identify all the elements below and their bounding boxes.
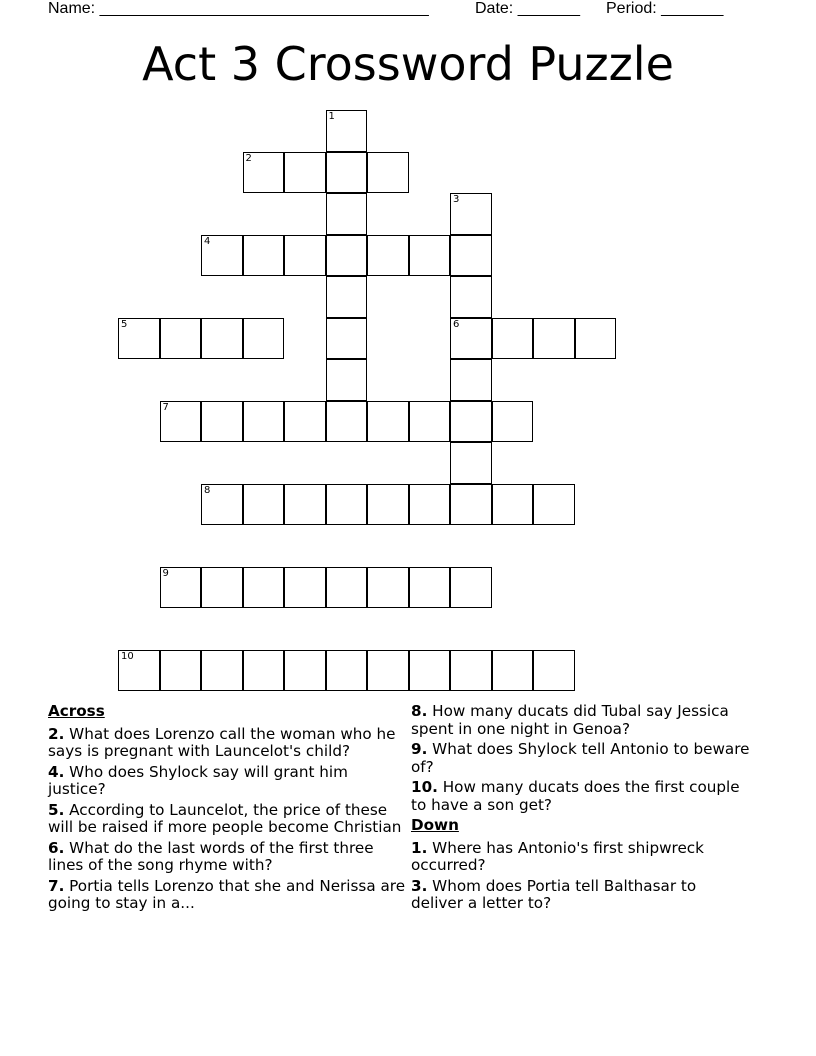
- grid-cell[interactable]: [243, 650, 285, 692]
- clue-across-6: [48, 840, 408, 875]
- grid-cell[interactable]: [450, 650, 492, 692]
- grid-cell[interactable]: [533, 484, 575, 526]
- grid-cell[interactable]: [450, 318, 492, 360]
- clue-number: 6.: [48, 838, 65, 857]
- clue-across-2: [48, 726, 408, 761]
- grid-cell[interactable]: [367, 401, 409, 443]
- grid-cell[interactable]: [326, 235, 368, 277]
- clue-text: Portia tells Lorenzo that she and Nerissa are going to stay in a...: [48, 876, 406, 912]
- down-heading: Down: [411, 816, 459, 834]
- grid-cell[interactable]: [326, 401, 368, 443]
- cell-number: 8: [204, 484, 211, 496]
- grid-cell[interactable]: [492, 650, 534, 692]
- cell-number: 10: [121, 650, 134, 662]
- grid-cell[interactable]: [160, 318, 202, 360]
- grid-cell[interactable]: [243, 152, 285, 194]
- clue-across-10: [411, 779, 751, 814]
- grid-cell[interactable]: [243, 484, 285, 526]
- clues-column-left: [48, 703, 408, 916]
- grid-cell[interactable]: [450, 401, 492, 443]
- grid-cell[interactable]: [118, 650, 160, 692]
- clue-number: 7.: [48, 876, 65, 895]
- grid-cell[interactable]: [450, 442, 492, 484]
- clue-number: 5.: [48, 800, 65, 819]
- clue-number: 4.: [48, 762, 65, 781]
- grid-cell[interactable]: [450, 567, 492, 609]
- clue-number: 10.: [411, 778, 438, 796]
- clues-column-right: [411, 703, 751, 916]
- clue-text: Where has Antonio's first shipwreck occurred?: [411, 838, 704, 874]
- grid-cell[interactable]: [243, 401, 285, 443]
- clue-number: 1.: [411, 838, 428, 857]
- cell-number: 3: [453, 194, 460, 205]
- grid-cell[interactable]: [201, 235, 243, 277]
- grid-cell[interactable]: [201, 484, 243, 526]
- cell-number: 1: [328, 111, 335, 122]
- grid-cell[interactable]: [326, 152, 368, 194]
- grid-cell[interactable]: [326, 650, 368, 692]
- grid-cell[interactable]: [284, 152, 326, 194]
- grid-cell[interactable]: [326, 567, 368, 609]
- clue-text: How many ducats does the first couple to have a son get?: [411, 778, 740, 814]
- cell-number: 7: [162, 401, 169, 413]
- grid-cell[interactable]: [533, 318, 575, 360]
- clue-across-9: [411, 741, 751, 776]
- grid-cell[interactable]: [367, 650, 409, 692]
- grid-cell[interactable]: [284, 235, 326, 277]
- clue-text: What does Lorenzo call the woman who he says is pregnant with Launcelot's child?: [48, 724, 396, 760]
- cell-number: 9: [162, 567, 169, 579]
- grid-cell[interactable]: [326, 359, 368, 401]
- grid-cell[interactable]: [243, 318, 285, 360]
- grid-cell[interactable]: [409, 401, 451, 443]
- grid-cell[interactable]: [409, 484, 451, 526]
- clue-number: 8.: [411, 702, 428, 720]
- page-title: Act 3 Crossword Puzzle: [142, 37, 674, 91]
- grid-cell[interactable]: [284, 401, 326, 443]
- grid-cell[interactable]: [326, 276, 368, 318]
- grid-cell[interactable]: [450, 484, 492, 526]
- grid-cell[interactable]: [367, 567, 409, 609]
- cell-number: 4: [204, 235, 211, 247]
- grid-cell[interactable]: [492, 401, 534, 443]
- across-heading: Across: [48, 702, 105, 720]
- date-line[interactable]: Date: _______: [475, 0, 580, 17]
- grid-cell[interactable]: [118, 318, 160, 360]
- period-line[interactable]: Period: _______: [606, 0, 724, 17]
- clue-text: What do the last words of the first three lines of the song rhyme with?: [48, 838, 374, 874]
- clue-text: What does Shylock tell Antonio to beware of?: [411, 740, 750, 776]
- grid-cell[interactable]: [243, 235, 285, 277]
- grid-cell[interactable]: [160, 650, 202, 692]
- cell-number: 5: [121, 318, 128, 330]
- clue-down-1: [411, 840, 751, 875]
- grid-cell[interactable]: [201, 401, 243, 443]
- grid-cell[interactable]: [533, 650, 575, 692]
- grid-cell[interactable]: [284, 484, 326, 526]
- grid-cell[interactable]: [367, 484, 409, 526]
- clue-number: 2.: [48, 724, 65, 743]
- cell-number: 6: [453, 318, 460, 330]
- grid-cell[interactable]: [492, 318, 534, 360]
- grid-cell[interactable]: [284, 650, 326, 692]
- name-line[interactable]: Name: _____________________________________: [48, 0, 429, 17]
- clue-text: Who does Shylock say will grant him justice?: [48, 762, 348, 798]
- clue-number: 3.: [411, 876, 428, 895]
- clue-text: According to Launcelot, the price of these will be raised if more people become Christian: [48, 800, 402, 836]
- grid-cell[interactable]: [450, 235, 492, 277]
- grid-cell[interactable]: [409, 567, 451, 609]
- grid-cell[interactable]: [201, 567, 243, 609]
- grid-cell[interactable]: [450, 276, 492, 318]
- grid-cell[interactable]: [160, 567, 202, 609]
- grid-cell[interactable]: [409, 650, 451, 692]
- grid-cell[interactable]: [160, 401, 202, 443]
- clue-across-5: [48, 802, 408, 837]
- grid-cell[interactable]: [243, 567, 285, 609]
- grid-cell[interactable]: [367, 235, 409, 277]
- grid-cell[interactable]: [575, 318, 617, 360]
- clue-number: 9.: [411, 740, 428, 758]
- clue-down-3: [411, 878, 751, 913]
- clue-across-4: [48, 764, 408, 799]
- grid-cell[interactable]: [367, 152, 409, 194]
- clue-across-8: [411, 703, 751, 738]
- grid-cell[interactable]: [326, 193, 368, 235]
- clue-text: How many ducats did Tubal say Jessica spent in one night in Genoa?: [411, 702, 729, 738]
- grid-cell[interactable]: [450, 359, 492, 401]
- clue-across-7: [48, 878, 408, 913]
- grid-cell[interactable]: [284, 567, 326, 609]
- grid-cell[interactable]: [326, 484, 368, 526]
- grid-cell[interactable]: [201, 650, 243, 692]
- grid-cell[interactable]: [326, 110, 368, 152]
- grid-cell[interactable]: [409, 235, 451, 277]
- clue-text: Whom does Portia tell Balthasar to deliver a letter to?: [411, 876, 697, 912]
- grid-cell[interactable]: [492, 484, 534, 526]
- grid-cell[interactable]: [201, 318, 243, 360]
- grid-cell[interactable]: [450, 193, 492, 235]
- cell-number: 2: [245, 152, 252, 164]
- grid-cell[interactable]: [326, 318, 368, 360]
